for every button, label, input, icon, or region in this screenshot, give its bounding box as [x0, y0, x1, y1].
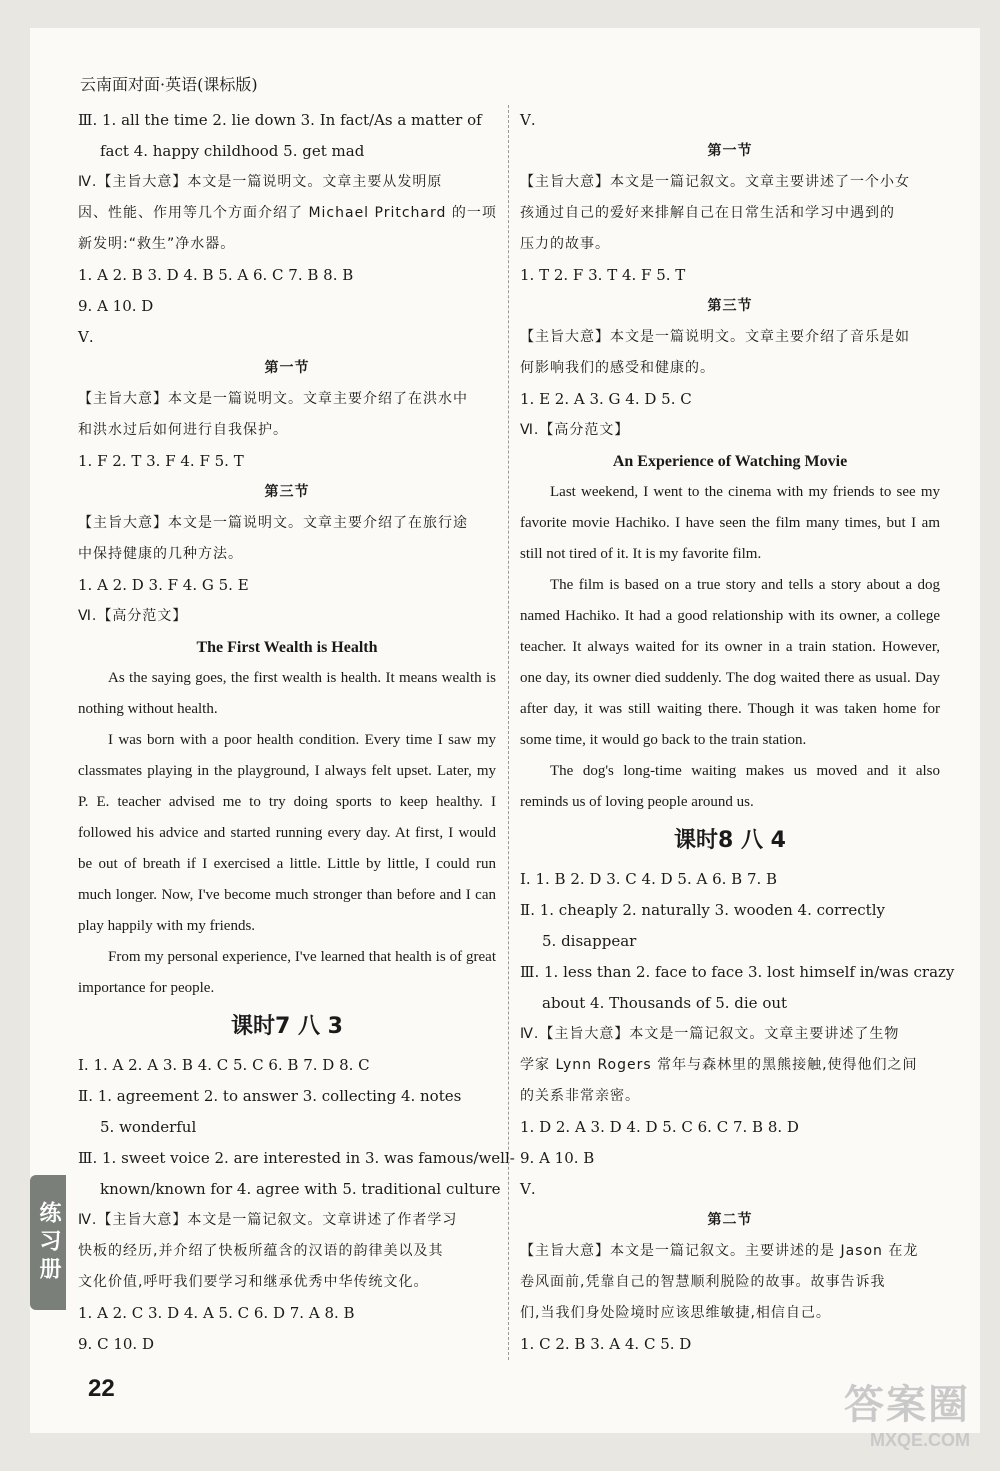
- answer-line: Ⅴ.: [520, 1180, 536, 1198]
- answer-line: fact 4. happy childhood 5. get mad: [100, 142, 365, 160]
- lesson-heading: 课时8 八 4: [674, 828, 786, 853]
- section-heading: 第二节: [707, 1212, 753, 1228]
- summary-text: 【主旨大意】本文是一篇说明文。文章主要介绍了在旅行途: [78, 515, 468, 531]
- essay-paragraph: From my personal experience, I've learned that health is of great importance for people.: [78, 949, 496, 996]
- answer-line: Ⅴ.: [520, 111, 536, 129]
- summary-text: 新发明:“救生”净水器。: [78, 236, 236, 252]
- answer-line: Ⅲ. 1. all the time 2. lie down 3. In fact/As a matter of: [78, 111, 482, 129]
- section-heading: 第一节: [707, 143, 753, 159]
- section-heading: 第一节: [264, 360, 310, 376]
- summary-text: 们,当我们身处险境时应该思维敏捷,相信自己。: [520, 1305, 831, 1321]
- right-column: [520, 105, 955, 1360]
- answer-line: about 4. Thousands of 5. die out: [542, 994, 788, 1012]
- answer-line: 1. A 2. B 3. D 4. B 5. A 6. C 7. B 8. B: [78, 266, 354, 284]
- summary-text: 【主旨大意】本文是一篇记叙文。主要讲述的是 Jason 在龙: [520, 1243, 919, 1259]
- answer-line: Ⅲ. 1. sweet voice 2. are interested in 3. was famous/well-: [78, 1149, 515, 1167]
- summary-text: 文化价值,呼吁我们要学习和继承优秀中华传统文化。: [78, 1274, 429, 1290]
- section-heading: 第三节: [707, 298, 753, 314]
- essay-paragraph: As the saying goes, the first wealth is health. It means wealth is nothing without health.: [78, 670, 496, 717]
- answer-line: 1. D 2. A 3. D 4. D 5. C 6. C 7. B 8. D: [520, 1118, 799, 1136]
- summary-text: Ⅳ.【主旨大意】本文是一篇说明文。文章主要从发明原: [78, 174, 443, 190]
- running-header: 云南面对面·英语(课标版): [80, 75, 258, 94]
- summary-text: 【主旨大意】本文是一篇记叙文。文章主要讲述了一个小女: [520, 174, 910, 190]
- summary-text: Ⅵ.【高分范文】: [520, 422, 630, 438]
- answer-line: 1. A 2. D 3. F 4. G 5. E: [78, 576, 249, 594]
- answer-line: Ⅲ. 1. less than 2. face to face 3. lost himself in/was crazy: [520, 963, 955, 981]
- essay-title: An Experience of Watching Movie: [612, 453, 848, 470]
- summary-text: 压力的故事。: [520, 236, 610, 252]
- answer-line: 9. A 10. D: [78, 297, 154, 315]
- summary-text: Ⅳ.【主旨大意】本文是一篇记叙文。文章讲述了作者学习: [78, 1212, 458, 1228]
- watermark-logo: 答案圈: [844, 1382, 970, 1428]
- page-number: 22: [88, 1375, 115, 1402]
- summary-text: 卷风面前,凭靠自己的智慧顺利脱险的故事。故事告诉我: [520, 1274, 886, 1290]
- answer-line: Ⅰ. 1. B 2. D 3. C 4. D 5. A 6. B 7. B: [520, 870, 778, 888]
- summary-text: 何影响我们的感受和健康的。: [520, 360, 715, 376]
- answer-line: Ⅰ. 1. A 2. A 3. B 4. C 5. C 6. B 7. D 8. C: [78, 1056, 370, 1074]
- summary-text: 孩通过自己的爱好来排解自己在日常生活和学习中遇到的: [520, 205, 895, 221]
- essay-title: The First Wealth is Health: [196, 639, 378, 656]
- summary-text: 学家 Lynn Rogers 常年与森林里的黑熊接触,使得他们之间: [520, 1057, 918, 1073]
- summary-text: Ⅵ.【高分范文】: [78, 608, 188, 624]
- summary-text: 【主旨大意】本文是一篇说明文。文章主要介绍了在洪水中: [78, 391, 468, 407]
- summary-text: 中保持健康的几种方法。: [78, 546, 243, 562]
- watermark: [844, 1373, 970, 1451]
- section-heading: 第三节: [264, 484, 310, 500]
- answer-line: 1. T 2. F 3. T 4. F 5. T: [520, 266, 686, 284]
- essay-paragraph: I was born with a poor health condition. Every time I saw my classmates playing in the playground, I always felt upset. Later, my P. E. teacher advised me to try doing sports to keep healthy. I followed his advice and started running every day. At first, I would be out of breath if I exercised a little. Little by little, I could run much longer. Now, I've become much stronger than before and I can play happily with my friends.: [78, 732, 496, 934]
- summary-text: Ⅳ.【主旨大意】本文是一篇记叙文。文章主要讲述了生物: [520, 1026, 900, 1042]
- side-tab-practice-book: 练习册: [30, 1175, 66, 1310]
- summary-text: 和洪水过后如何进行自我保护。: [78, 422, 288, 438]
- answer-line: 5. wonderful: [100, 1118, 197, 1136]
- summary-text: 【主旨大意】本文是一篇说明文。文章主要介绍了音乐是如: [520, 329, 910, 345]
- answer-line: known/known for 4. agree with 5. traditional culture: [100, 1180, 501, 1198]
- answer-line: 1. A 2. C 3. D 4. A 5. C 6. D 7. A 8. B: [78, 1304, 355, 1322]
- answer-line: 5. disappear: [542, 932, 637, 950]
- essay-paragraph: Last weekend, I went to the cinema with my friends to see my favorite movie Hachiko. I have seen the film many times, but I am still not tired of it. It is my favorite film.: [520, 484, 940, 562]
- answer-line: Ⅱ. 1. cheaply 2. naturally 3. wooden 4. correctly: [520, 901, 885, 919]
- answer-line: Ⅴ.: [78, 328, 94, 346]
- lesson-heading: 课时7 八 3: [231, 1014, 343, 1039]
- watermark-url: MXQE.COM: [869, 1430, 970, 1450]
- left-column: [78, 105, 515, 1360]
- summary-text: 的关系非常亲密。: [520, 1088, 640, 1104]
- answer-line: 9. C 10. D: [78, 1335, 154, 1353]
- summary-text: 快板的经历,并介绍了快板所蕴含的汉语的韵律美以及其: [78, 1243, 444, 1259]
- column-divider: [508, 105, 510, 1360]
- answer-line: Ⅱ. 1. agreement 2. to answer 3. collecting 4. notes: [78, 1087, 462, 1105]
- answer-line: 1. C 2. B 3. A 4. C 5. D: [520, 1335, 692, 1353]
- essay-paragraph: The dog's long-time waiting makes us moved and it also reminds us of loving people around us.: [520, 763, 940, 810]
- answer-line: 9. A 10. B: [520, 1149, 595, 1167]
- answer-line: 1. E 2. A 3. G 4. D 5. C: [520, 390, 692, 408]
- summary-text: 因、性能、作用等几个方面介绍了 Michael Pritchard 的一项: [78, 205, 497, 221]
- essay-paragraph: The film is based on a true story and tells a story about a dog named Hachiko. It had a good relationship with its owner, a college teacher. It always waited for its owner in a train station. However, one day, its owner died suddenly. The dog waited there as usual. Day after day, it was still waiting there. Though it was taken home for some time, it would go back to the train station.: [520, 577, 940, 748]
- answer-line: 1. F 2. T 3. F 4. F 5. T: [78, 452, 244, 470]
